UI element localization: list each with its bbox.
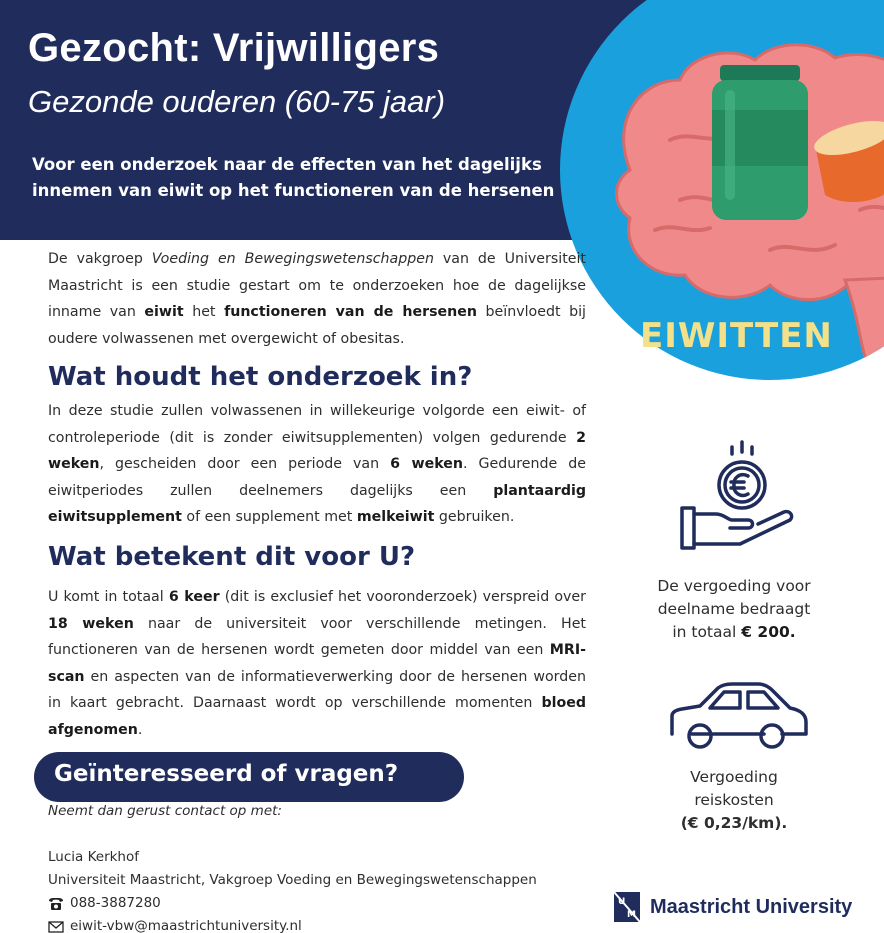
compensation-amount: € 200. bbox=[741, 623, 796, 641]
text-run: , gescheiden door een periode van bbox=[99, 456, 391, 472]
travel-line: Vergoeding bbox=[690, 768, 778, 786]
text-run-bold: MRI-scan bbox=[48, 642, 586, 685]
study-paragraph bbox=[48, 398, 586, 531]
text-run: het bbox=[183, 304, 225, 320]
university-logo bbox=[612, 890, 852, 924]
text-run: van de Universiteit Maastricht is een studie gestart om te onderzoeken hoe de dagelijkse inname van bbox=[48, 251, 586, 320]
text-run-bold: bloed afgenomen bbox=[48, 695, 586, 738]
text-run: In deze studie zullen volwassenen in willekeurige volgorde een eiwit- of controleperiode (dit is zonder eiwitsupplementen) volgen gedurende bbox=[48, 403, 586, 446]
text-run-bold: functioneren van de hersenen bbox=[224, 304, 477, 320]
university-logo-text: Maastricht University bbox=[650, 895, 853, 918]
contact-email-row bbox=[48, 915, 537, 933]
compensation-line: deelname bedraagt bbox=[657, 600, 811, 618]
contact-phone: 088-3887280 bbox=[70, 895, 161, 911]
section-heading-study: Wat houdt het onderzoek in? bbox=[48, 362, 473, 392]
header-intro bbox=[32, 152, 572, 204]
car-icon bbox=[666, 680, 810, 752]
contact-org: Universiteit Maastricht, Vakgroep Voeding en Bewegingswetenschappen bbox=[48, 872, 537, 888]
compensation-text bbox=[624, 575, 844, 644]
travel-text bbox=[624, 766, 844, 835]
text-run-bold: eiwit bbox=[144, 304, 184, 320]
text-run: en aspecten van de informatieverwerking door de hersenen worden in kaart gebracht. Daarnaast wordt op verschillende momenten bbox=[48, 668, 586, 711]
text-run-bold: 2 weken bbox=[48, 429, 586, 472]
header-intro-line: Voor een onderzoek naar de effecten van het dagelijks bbox=[32, 155, 542, 174]
travel-line: reiskosten bbox=[694, 791, 774, 809]
envelope-icon bbox=[48, 921, 64, 933]
intro-paragraph bbox=[48, 246, 586, 352]
text-run-italic: Voeding en Bewegingswetenschappen bbox=[151, 251, 434, 267]
page-title: Gezocht: Vrijwilligers bbox=[28, 26, 440, 70]
contact-email[interactable]: eiwit-vbw@maastrichtuniversity.nl bbox=[70, 918, 302, 933]
header-intro-line: innemen van eiwit op het functioneren van de hersenen bbox=[32, 181, 555, 200]
compensation-line bbox=[624, 621, 844, 644]
university-logo-mark-icon bbox=[612, 890, 642, 924]
text-run: . bbox=[137, 721, 143, 738]
text-run: beïnvloedt bij oudere volwassenen met overgewicht of obesitas. bbox=[48, 304, 586, 347]
section-heading-meaning: Wat betekent dit voor U? bbox=[48, 542, 416, 572]
svg-text:M: M bbox=[627, 910, 636, 920]
contact-intro: Neemt dan gerust contact op met: bbox=[48, 803, 282, 819]
eiwitten-label: EIWITTEN bbox=[640, 316, 833, 356]
money-hand-icon bbox=[678, 438, 798, 556]
travel-amount: (€ 0,23/km). bbox=[680, 814, 788, 832]
text-run: De vakgroep bbox=[48, 251, 152, 267]
compensation-line: De vergoeding voor bbox=[657, 577, 811, 595]
page-subtitle: Gezonde ouderen (60-75 jaar) bbox=[28, 84, 446, 119]
contact-name: Lucia Kerkhof bbox=[48, 849, 139, 865]
contact-pill-label: Geïnteresseerd of vragen? bbox=[54, 761, 399, 787]
contact-block bbox=[48, 846, 537, 933]
contact-pill bbox=[34, 752, 464, 802]
text-run-bold: melkeiwit bbox=[356, 509, 435, 525]
text-run: in totaal bbox=[672, 623, 742, 641]
text-run: . Gedurende de eiwitperiodes zullen deelnemers dagelijks een bbox=[48, 456, 586, 499]
text-run: of een supplement met bbox=[181, 509, 357, 525]
svg-text:U: U bbox=[618, 897, 626, 907]
text-run: (dit is exclusief het vooronderzoek) verspreid over bbox=[219, 589, 586, 605]
text-run: U komt in totaal bbox=[48, 589, 169, 605]
text-run-bold: plantaardig eiwitsupplement bbox=[48, 482, 586, 525]
contact-phone-row bbox=[48, 892, 537, 915]
jar-icon bbox=[712, 65, 808, 220]
text-run-bold: 6 keer bbox=[168, 589, 220, 605]
text-run: gebruiken. bbox=[434, 509, 515, 525]
text-run-bold: 6 weken bbox=[390, 456, 463, 472]
phone-icon bbox=[48, 897, 64, 911]
text-run: naar de universiteit voor verschillende metingen. Het functioneren van de hersenen wordt gemeten door middel van een bbox=[48, 615, 586, 658]
meaning-paragraph bbox=[48, 584, 586, 743]
text-run-bold: 18 weken bbox=[48, 615, 134, 632]
